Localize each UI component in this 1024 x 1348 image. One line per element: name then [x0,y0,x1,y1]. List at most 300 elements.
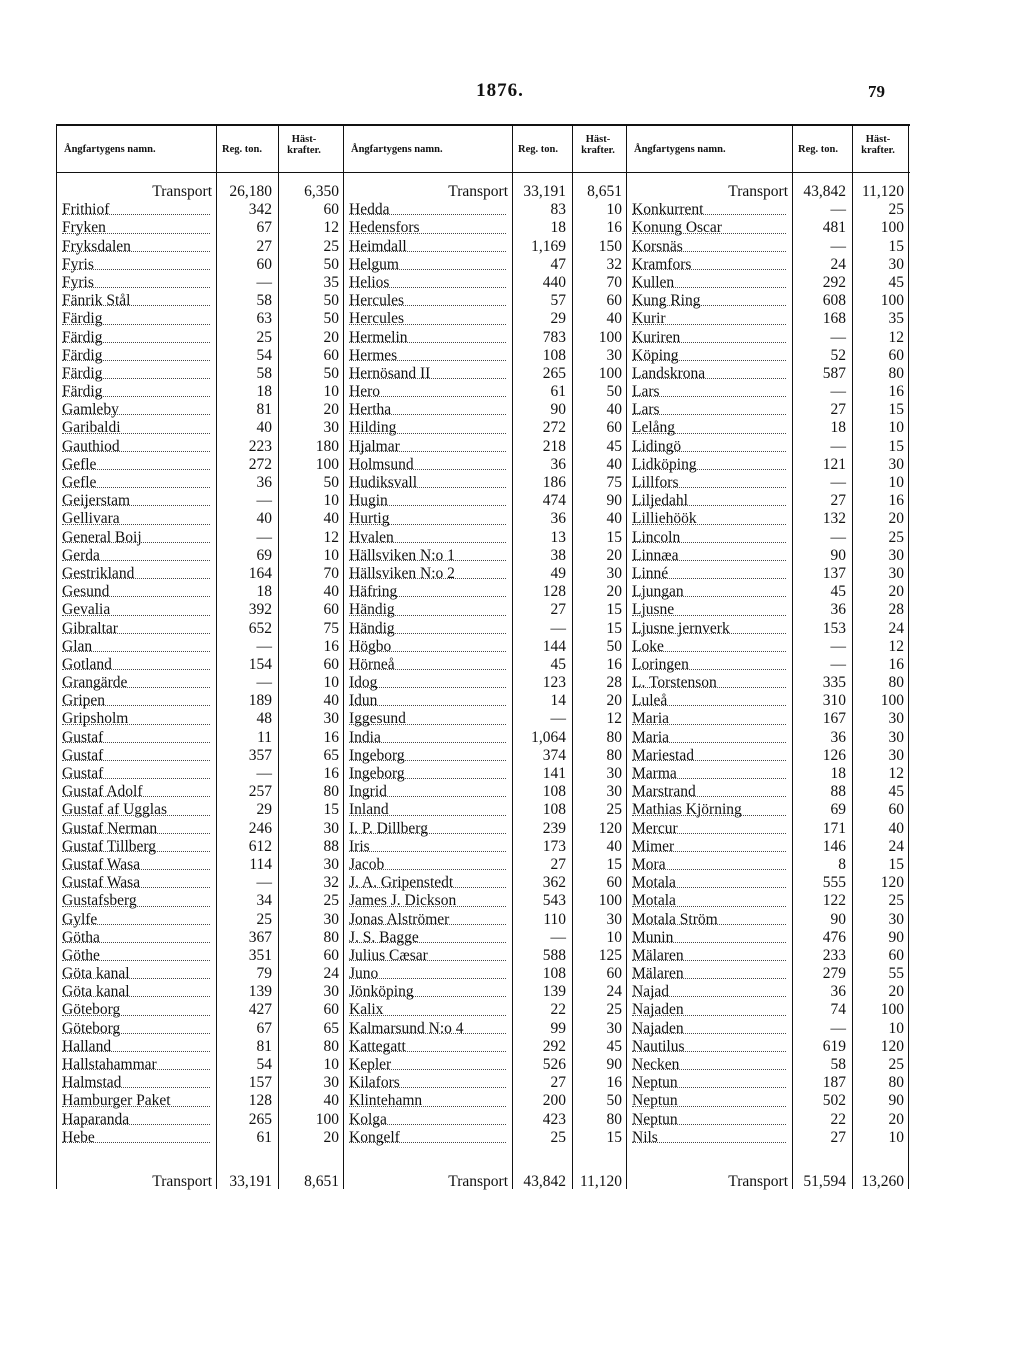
table-row [56,383,343,401]
column-rows [343,183,626,1147]
ship-name-label: Hermes [349,346,398,364]
ship-name-label: Kattegatt [349,1037,406,1055]
ship-name-label: Munin [632,928,674,946]
table-row [343,256,626,274]
ship-name-label: Mimer [632,837,675,855]
leader-dots [349,451,506,452]
ship-name-label: Hernösand II [349,364,431,382]
leader-dots [349,578,506,579]
ship-name [62,474,212,492]
ship-name-label: Julius Cæsar [349,946,428,964]
ship-name-label: Fyris [62,273,94,291]
transport-total-horsepower: 11,120 [579,1173,622,1190]
horsepower-value: 90 [888,928,904,946]
reg-ton-value: 612 [248,837,272,855]
column-rows [626,183,908,1147]
horsepower-value: 75 [323,619,339,637]
ship-name [632,947,788,965]
ship-name-label: Idog [349,674,378,692]
ship-name-label: Mathias Kjörning [632,801,742,819]
ship-name [349,674,508,692]
ship-name-label: Hällsviken N:o 2 [349,564,455,582]
table-row [343,383,626,401]
ship-name-label: Färdig [62,364,103,382]
horsepower-value: 90 [606,1056,622,1073]
reg-ton-value: 128 [542,583,566,601]
ship-name-label: Hercules [349,310,405,328]
ship-name [349,747,508,765]
horsepower-value: 30 [888,564,904,582]
horsepower-value: 10 [888,1128,904,1146]
leader-dots [349,433,506,434]
table-row [56,1001,343,1019]
ship-name [632,219,788,237]
table-column-group-2 [343,126,626,1189]
table-row [56,474,343,492]
leader-dots [62,596,210,597]
leader-dots [632,505,786,506]
reg-ton-value: 167 [822,710,846,728]
ship-name [62,656,212,674]
ship-name [62,820,212,838]
leader-dots [62,924,210,925]
reg-ton-value: 25 [256,910,272,928]
leader-dots [632,887,786,888]
table-row [56,801,343,819]
ship-name [349,765,508,783]
horsepower-value: 25 [888,528,904,546]
ship-name-label: Lars [632,401,660,419]
leader-dots [62,287,210,288]
ship-name-label: Necken [632,1056,680,1073]
horsepower-value: 15 [606,528,622,546]
ship-name-label: Kepler [349,1056,392,1073]
table-row [343,1020,626,1038]
ship-name [62,219,212,237]
leader-dots [62,378,210,379]
ship-name-label: Götha [62,928,100,946]
ship-name-label: Korsnäs [632,237,683,255]
horsepower-value: 15 [606,601,622,619]
reg-ton-value: 233 [822,946,846,964]
reg-ton-value: 48 [256,710,272,728]
ship-name-label: Gustaf Wasa [62,874,141,892]
leader-dots [349,851,506,852]
ship-name-label: Grangärde [62,674,128,692]
table-row [343,529,626,547]
horsepower-value: 50 [323,255,339,273]
leader-dots [632,651,786,652]
horsepower-value: 45 [888,273,904,291]
ship-name-label: Fänrik Stål [62,292,131,310]
table-row [343,583,626,601]
table-row [343,419,626,437]
reg-ton-value: 164 [248,564,272,582]
table-row [343,365,626,383]
ship-name [349,510,508,528]
transport-total-label: Transport [448,1173,508,1190]
ship-name-label: Maria [632,710,670,728]
leader-dots [349,505,506,506]
horsepower-value: 15 [888,237,904,255]
table-row [626,710,908,728]
ship-name [632,238,788,256]
header-horsepower: Häst-krafter. [861,134,895,156]
leader-dots [632,578,786,579]
ship-name-label: Gesund [62,583,110,601]
leader-dots [62,342,210,343]
ship-name [62,565,212,583]
ship-name [349,1129,508,1147]
table-row [626,274,908,292]
reg-ton-value: 114 [249,855,272,873]
header-horsepower: Häst-krafter. [581,134,615,156]
horsepower-value: 100 [880,292,904,310]
horsepower-value: 30 [888,746,904,764]
reg-ton-value: 67 [256,1019,272,1037]
transport-horsepower: 8,651 [587,183,622,200]
ship-name-label: Marstrand [632,783,696,801]
table-row [56,456,343,474]
leader-dots [632,360,786,361]
ship-name [632,419,788,437]
ship-name [62,929,212,947]
horsepower-value: 120 [880,1037,904,1055]
table-row [343,547,626,565]
leader-dots [349,833,506,834]
table-row [626,419,908,437]
horsepower-value: 100 [598,892,622,910]
reg-ton-value: 25 [256,328,272,346]
table-row [626,747,908,765]
leader-dots [632,596,786,597]
table-row [56,892,343,910]
table-row [56,747,343,765]
leader-dots [349,887,506,888]
leader-dots [632,233,786,234]
ship-name-label: Färdig [62,346,103,364]
reg-ton-value: 128 [248,1092,272,1110]
table-row [56,911,343,929]
reg-ton-value: 608 [822,292,846,310]
horsepower-value: 80 [888,674,904,692]
horsepower-value: 25 [606,801,622,819]
reg-ton-value: 367 [248,928,272,946]
table-row [626,1038,908,1056]
leader-dots [62,778,210,779]
leader-dots [62,414,210,415]
ship-name [632,329,788,347]
reg-ton-value: 146 [822,837,846,855]
horsepower-value: 16 [323,765,339,782]
horsepower-value: 35 [323,273,339,291]
leader-dots [62,833,210,834]
table-row [56,219,343,237]
horsepower-value: 10 [323,383,339,401]
ship-name-label: Juno [349,965,379,983]
table-row [343,474,626,492]
horsepower-value: 30 [888,728,904,746]
reg-ton-value: 587 [822,364,846,382]
reg-ton-value: 440 [542,273,566,291]
leader-dots [349,1142,506,1143]
ship-name [62,1074,212,1092]
reg-ton-value: 342 [248,201,272,219]
leader-dots [632,1033,786,1034]
table-row [56,874,343,892]
horsepower-value: 10 [606,201,622,219]
horsepower-value: 30 [606,564,622,582]
reg-ton-value: 81 [256,1037,272,1055]
reg-ton-value: 265 [248,1110,272,1128]
leader-dots [632,978,786,979]
table-row [626,383,908,401]
leader-dots [632,724,786,725]
reg-ton-value: — [830,201,846,219]
reg-ton-value: 81 [256,401,272,419]
leader-dots [62,360,210,361]
horsepower-value: 60 [606,419,622,437]
horsepower-value: 100 [598,328,622,346]
leader-dots [632,1142,786,1143]
horsepower-value: 28 [888,601,904,619]
transport-total-label: Transport [728,1173,788,1190]
leader-dots [62,1051,210,1052]
reg-ton-value: 144 [542,637,566,655]
ship-name-label: Gibraltar [62,619,118,637]
reg-ton-value: 481 [822,219,846,237]
leader-dots [62,1069,210,1070]
leader-dots [62,942,210,943]
horsepower-value: 16 [323,637,339,655]
ship-name-label: Fryksdalen [62,237,131,255]
ship-name-label: Lars [632,383,660,401]
ship-name [632,510,788,528]
leader-dots [349,596,506,597]
table-row [56,547,343,565]
horsepower-value: 125 [598,946,622,964]
ship-name-label: Loke [632,637,664,655]
ship-name-label: Gamleby [62,401,119,419]
leader-dots [632,742,786,743]
horsepower-value: 10 [323,492,339,510]
horsepower-value: 15 [606,1128,622,1146]
table-row [343,965,626,983]
leader-dots [632,451,786,452]
column-rows [56,183,343,1147]
transport-total-horsepower: 8,651 [304,1173,339,1190]
leader-dots [632,487,786,488]
ship-name-label: Lillfors [632,474,679,491]
ship-name-label: Lilliehöök [632,510,697,528]
leader-dots [62,796,210,797]
horsepower-value: 20 [323,328,339,346]
horsepower-value: 50 [323,310,339,328]
ship-name-label: Gylfe [62,910,98,928]
leader-dots [632,778,786,779]
reg-ton-value: 27 [830,401,846,419]
horsepower-value: 25 [888,892,904,910]
leader-dots [349,324,506,325]
table-row [56,983,343,1001]
horsepower-value: 40 [606,310,622,328]
horsepower-value: 16 [888,383,904,401]
transport-label: Transport [448,183,508,200]
ship-name [62,1056,212,1074]
ship-name-label: Kalmarsund N:o 4 [349,1019,464,1037]
ship-name [632,274,788,292]
reg-ton-value: 292 [822,273,846,291]
leader-dots [349,924,506,925]
ship-name-label: Gustaf af Ugglas [62,801,168,819]
leader-dots [62,906,210,907]
ship-name-label: Mora [632,855,666,873]
table-row [626,256,908,274]
ship-name [62,1129,212,1147]
horsepower-value: 60 [323,946,339,964]
transport-carried-row [626,183,908,201]
leader-dots [62,869,210,870]
leader-dots [62,469,210,470]
ship-name [62,510,212,528]
table-column-group-1 [56,126,343,1189]
horsepower-value: 10 [323,674,339,692]
horsepower-value: 45 [888,783,904,801]
ship-name-label: Landskrona [632,364,706,382]
horsepower-value: 50 [323,474,339,491]
reg-ton-value: 54 [256,346,272,364]
table-row [626,310,908,328]
horsepower-value: 30 [606,765,622,782]
leader-dots [62,651,210,652]
horsepower-value: 24 [323,965,339,983]
leader-dots [62,560,210,561]
ship-name [349,874,508,892]
horsepower-value: 100 [315,1110,339,1128]
table-row [343,674,626,692]
horsepower-value: 30 [323,419,339,437]
horsepower-value: 16 [606,655,622,673]
ship-name [349,456,508,474]
table-row [343,456,626,474]
reg-ton-value: 49 [550,564,566,582]
ship-name-label: Loringen [632,655,689,673]
ship-name [349,547,508,565]
ship-name-label: Ljusne [632,601,675,619]
reg-ton-value: — [830,328,846,346]
ship-name [349,892,508,910]
horsepower-value: 15 [888,401,904,419]
table-row [343,201,626,219]
reg-ton-value: 18 [830,419,846,437]
table-row [56,601,343,619]
table-row [626,965,908,983]
table-row [343,710,626,728]
ship-name-label: I. P. Dillberg [349,819,428,837]
reg-ton-value: 619 [822,1037,846,1055]
ship-name-label: Mariestad [632,746,694,764]
ship-name [62,765,212,783]
leader-dots [632,796,786,797]
table-row [56,1092,343,1110]
table-row [343,620,626,638]
ship-name [632,310,788,328]
column-headers [56,126,343,172]
horsepower-value: 40 [323,1092,339,1110]
ship-name-label: Liljedahl [632,492,688,510]
ship-name [62,1111,212,1129]
ship-name [349,329,508,347]
table-row [56,692,343,710]
ship-name [632,383,788,401]
ship-name-label: Iggesund [349,710,406,728]
ship-name [632,438,788,456]
ship-name-label: Hedda [349,201,390,219]
horsepower-value: 50 [606,637,622,655]
table-row [626,820,908,838]
horsepower-value: 45 [606,1037,622,1055]
leader-dots [632,1124,786,1125]
horsepower-value: 50 [606,383,622,401]
ship-name-label: Hilding [349,419,397,437]
leader-dots [62,451,210,452]
ship-name [632,783,788,801]
table-row [626,1001,908,1019]
ship-name-label: Marma [632,765,677,782]
ship-name-label: Neptun [632,1110,678,1128]
reg-ton-value: — [830,383,846,401]
horsepower-value: 80 [606,1110,622,1128]
transport-total-reg-ton: 51,594 [803,1173,846,1190]
table-row [56,274,343,292]
leader-dots [349,705,506,706]
horsepower-value: 40 [606,510,622,528]
leader-dots [632,433,786,434]
ship-name-label: Gustaf [62,765,104,782]
leader-dots [349,378,506,379]
reg-ton-value: 22 [550,1001,566,1019]
ship-name-label: Kuriren [632,328,681,346]
table-row [626,347,908,365]
horsepower-value: 60 [323,201,339,219]
table-row [343,1038,626,1056]
reg-ton-value: 357 [248,746,272,764]
table-row [56,365,343,383]
ship-name-label: Geijerstam [62,492,131,510]
table-row [343,729,626,747]
ship-name [632,474,788,492]
horsepower-value: 15 [606,619,622,637]
ship-name [349,620,508,638]
horsepower-value: 15 [888,437,904,455]
horsepower-value: 10 [888,419,904,437]
leader-dots [632,815,786,816]
reg-ton-value: 265 [542,364,566,382]
ship-name [632,638,788,656]
ship-name [349,274,508,292]
ship-name [632,874,788,892]
ship-name [62,492,212,510]
table-row [626,219,908,237]
horsepower-value: 80 [323,928,339,946]
reg-ton-value: 374 [542,746,566,764]
horsepower-value: 30 [888,546,904,564]
table-row [56,529,343,547]
ship-name [632,492,788,510]
leader-dots [349,651,506,652]
ship-name-label: Gellivara [62,510,120,528]
table-row [343,329,626,347]
